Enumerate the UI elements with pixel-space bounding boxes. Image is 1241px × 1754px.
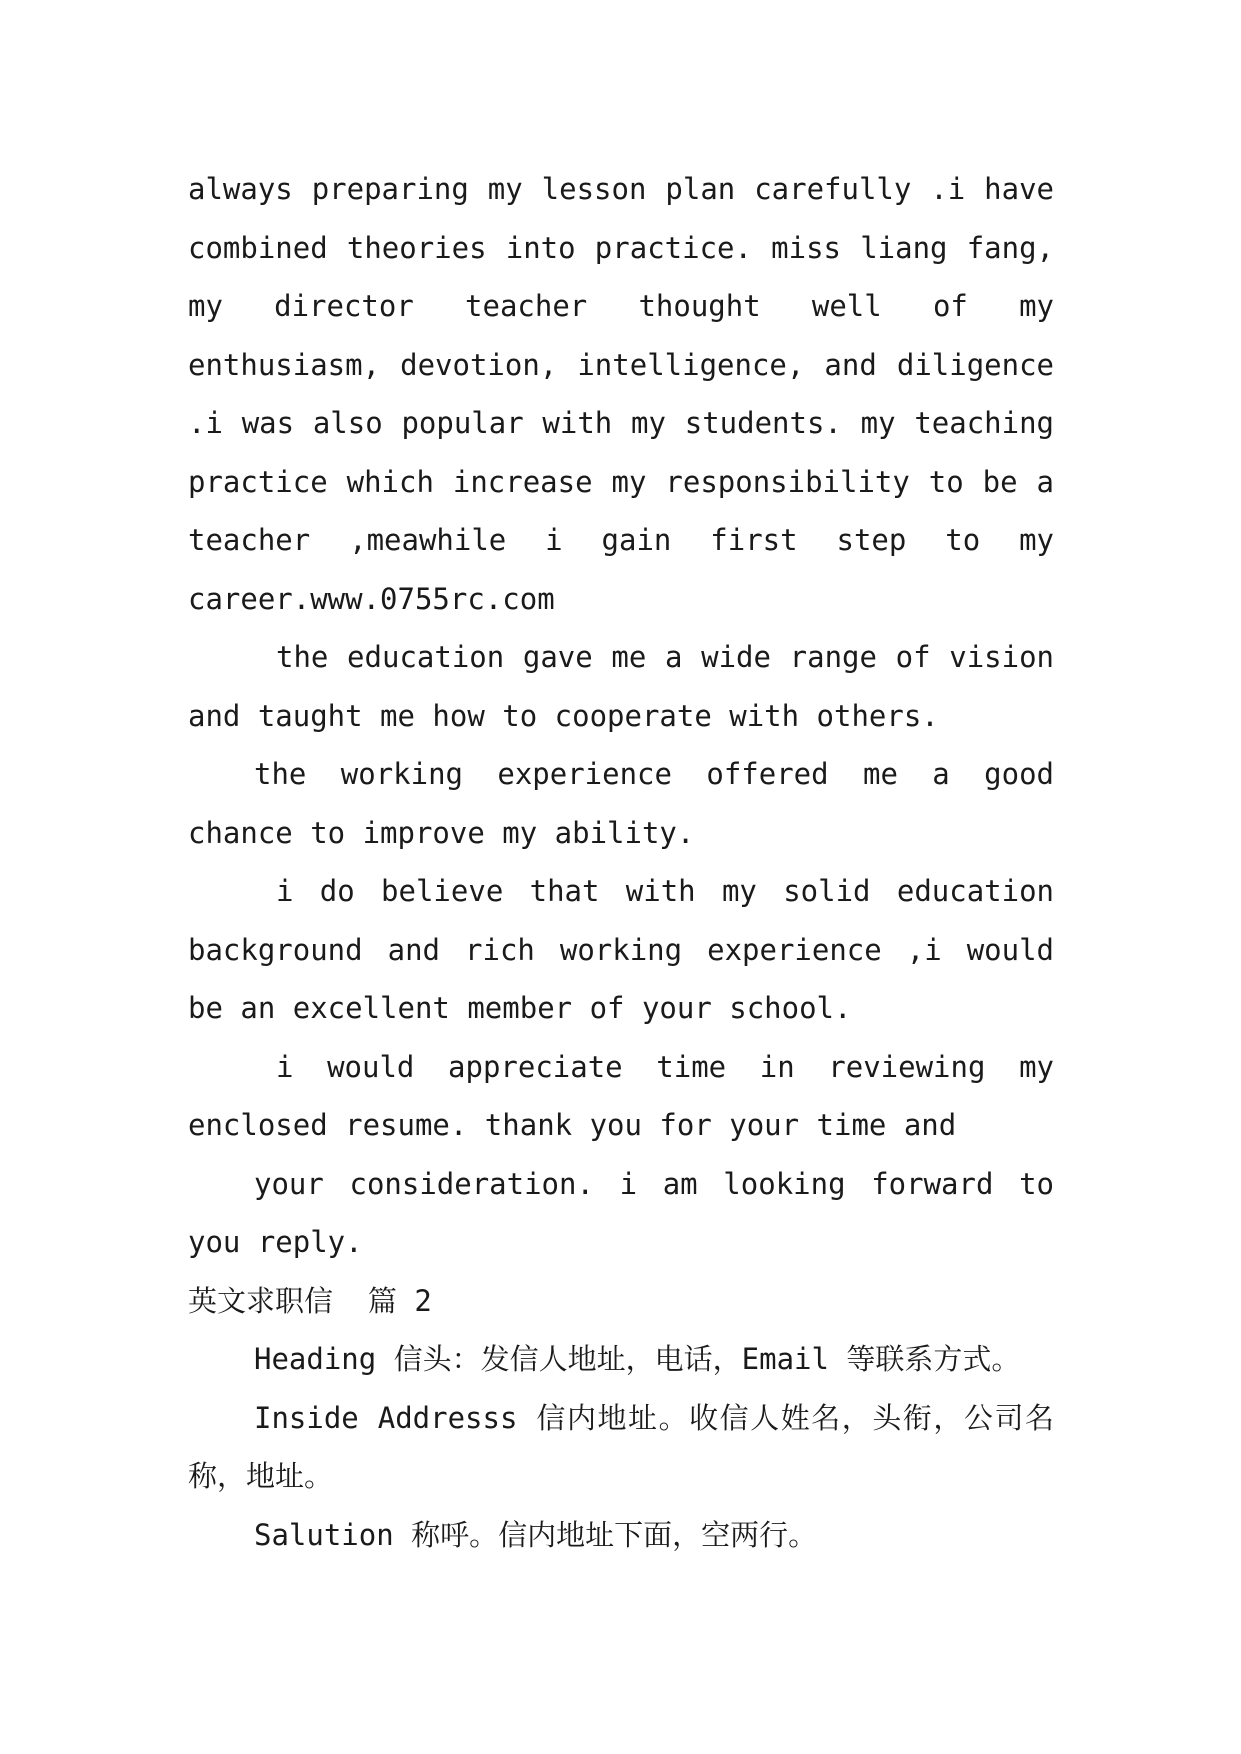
paragraph-believe: i do believe that with my solid education background and rich working experience ,i would be an excellent member of your school. (188, 874, 1054, 1025)
paragraph-appreciate: i would appreciate time in reviewing my enclosed resume. thank you for your time and (188, 1049, 1054, 1142)
paragraph-teaching-practice: always preparing my lesson plan carefully .i have combined theories into practice. miss liang fang, my director teacher thought well of my enthusiasm, devotion, intelligence, and diligence .i was also popular with my students. my teaching practice which increase my responsibility to be a teacher ,meawhile i gain first step to my career.www.0755rc.com (188, 172, 1054, 616)
section-heading: 英文求职信 篇 2 (188, 1283, 432, 1318)
item-salution: Salution 称呼。信内地址下面，空两行。 (254, 1517, 818, 1552)
paragraph-working-experience: the working experience offered me a good chance to improve my ability. (188, 757, 1054, 850)
paragraph-education: the education gave me a wide range of vision and taught me how to cooperate with others. (188, 640, 1054, 733)
paragraph-consideration: your consideration. i am looking forward to you reply. (188, 1166, 1054, 1259)
item-heading: Heading 信头：发信人地址，电话，Email 等联系方式。 (254, 1342, 1021, 1376)
document-page (188, 160, 1054, 1564)
item-inside-address: Inside Addresss 信内地址。收信人姓名，头衔，公司名称，地址。 (188, 1400, 1054, 1493)
